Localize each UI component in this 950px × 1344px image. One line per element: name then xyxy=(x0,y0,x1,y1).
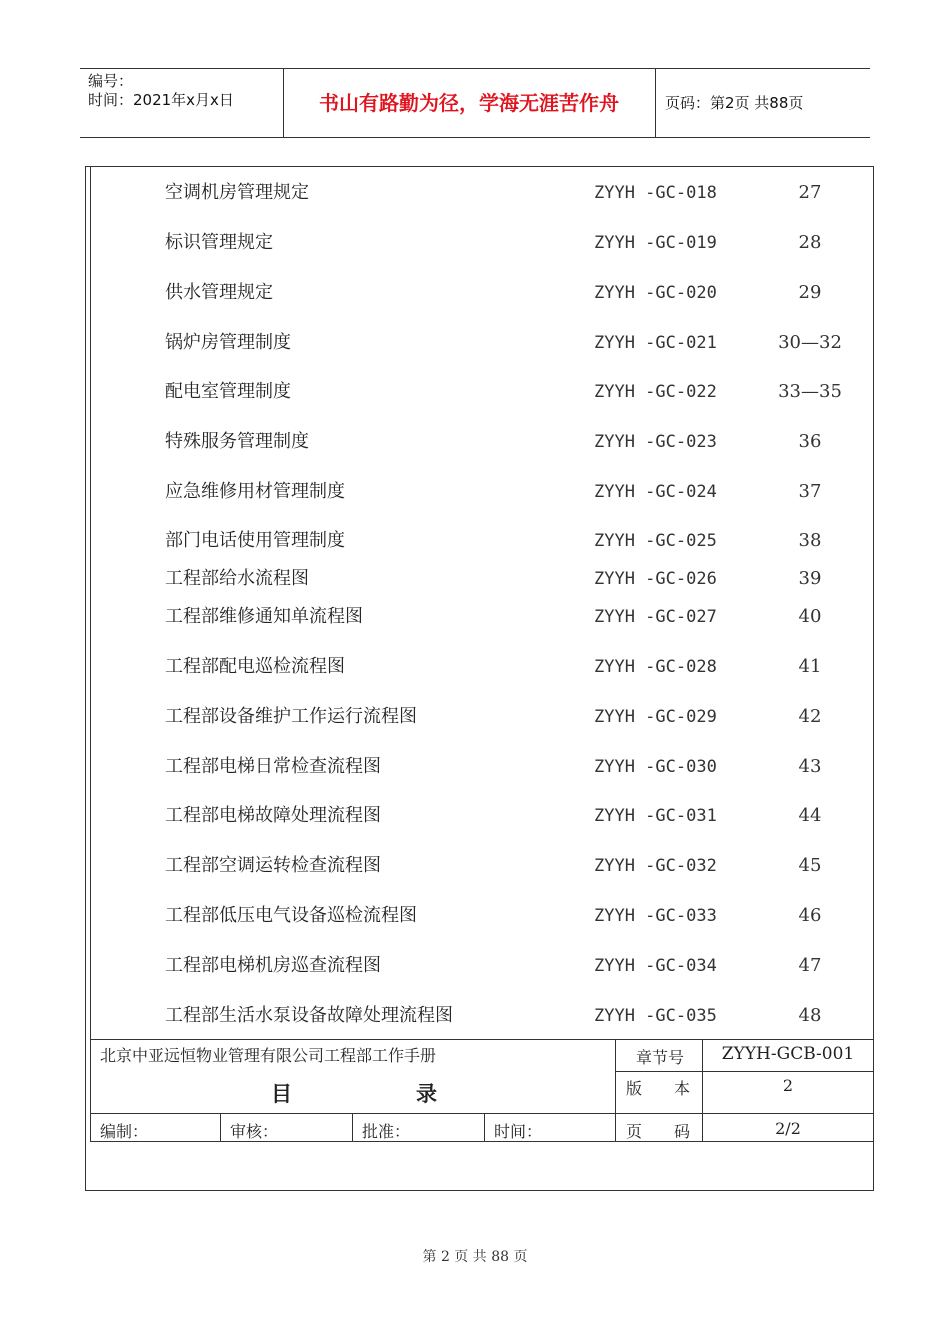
page-footer: 第 2 页 共 88 页 xyxy=(422,1249,528,1265)
chapter-value: ZYYH-GCB-001 xyxy=(721,1044,855,1064)
toc-code: ZYYH -GC-028 xyxy=(594,657,717,677)
toc-page: 41 xyxy=(798,656,822,677)
toc-title: 应急维修用材管理制度 xyxy=(165,481,345,502)
toc-page: 33—35 xyxy=(778,381,842,402)
toc-code: ZYYH -GC-025 xyxy=(594,531,717,551)
table-rule xyxy=(90,1113,874,1114)
toc-title: 工程部电梯机房巡查流程图 xyxy=(165,955,381,976)
toc-page: 48 xyxy=(798,1005,822,1026)
toc-code: ZYYH -GC-035 xyxy=(594,1006,717,1026)
toc-code: ZYYH -GC-031 xyxy=(594,806,717,826)
table-divider xyxy=(615,1039,616,1141)
toc-row xyxy=(0,230,950,256)
toc-page: 39 xyxy=(798,568,822,589)
toc-row xyxy=(0,853,950,879)
table-divider xyxy=(220,1113,221,1141)
toc-title: 工程部设备维护工作运行流程图 xyxy=(165,706,417,727)
toc-row xyxy=(0,953,950,979)
table-rule xyxy=(615,1071,874,1072)
toc-page: 30—32 xyxy=(778,332,842,353)
toc-code: ZYYH -GC-024 xyxy=(594,482,717,502)
toc-page: 38 xyxy=(798,530,822,551)
toc-title: 工程部配电巡检流程图 xyxy=(165,656,345,677)
time-label: 时间： xyxy=(494,1122,543,1141)
version-value: 2 xyxy=(782,1076,794,1095)
toc-title: 工程部电梯故障处理流程图 xyxy=(165,805,381,826)
header-divider xyxy=(655,69,656,137)
toc-page: 37 xyxy=(798,481,822,502)
toc-code: ZYYH -GC-022 xyxy=(594,382,717,402)
toc-title: 工程部电梯日常检查流程图 xyxy=(165,756,381,777)
toc-code: ZYYH -GC-034 xyxy=(594,956,717,976)
toc-row xyxy=(0,903,950,929)
toc-row xyxy=(0,379,950,405)
version-label: 版 本 xyxy=(626,1079,691,1098)
toc-title: 工程部低压电气设备巡检流程图 xyxy=(165,905,417,926)
toc-page: 28 xyxy=(798,232,822,253)
toc-code: ZYYH -GC-032 xyxy=(594,856,717,876)
title-left-char: 目 xyxy=(271,1081,292,1106)
toc-code: ZYYH -GC-027 xyxy=(594,607,717,627)
table-divider xyxy=(484,1113,485,1141)
table-divider xyxy=(352,1113,353,1141)
toc-code: ZYYH -GC-018 xyxy=(594,183,717,203)
toc-title: 工程部给水流程图 xyxy=(165,568,309,589)
toc-code: ZYYH -GC-021 xyxy=(594,333,717,353)
toc-page: 44 xyxy=(798,805,822,826)
toc-page: 36 xyxy=(798,431,822,452)
toc-code: ZYYH -GC-023 xyxy=(594,432,717,452)
table-rule xyxy=(90,1141,874,1142)
header-motto: 书山有路勤为径，学海无涯苦作舟 xyxy=(319,91,619,115)
table-rule xyxy=(90,1039,874,1040)
toc-title: 特殊服务管理制度 xyxy=(165,431,309,452)
toc-page: 27 xyxy=(798,182,822,203)
toc-title: 标识管理规定 xyxy=(165,232,273,253)
toc-title: 工程部维修通知单流程图 xyxy=(165,606,363,627)
title-right-char: 录 xyxy=(416,1081,437,1106)
reviewer-label: 审核： xyxy=(230,1122,279,1141)
toc-page: 29 xyxy=(798,282,822,303)
toc-code: ZYYH -GC-020 xyxy=(594,283,717,303)
header-meta xyxy=(88,72,234,110)
page-header xyxy=(80,68,870,138)
toc-row xyxy=(0,566,950,592)
header-page-label: 页码：第2页 共88页 xyxy=(665,94,804,112)
toc-page: 45 xyxy=(798,855,822,876)
toc-row xyxy=(0,803,950,829)
toc-title: 供水管理规定 xyxy=(165,282,273,303)
toc-row xyxy=(0,654,950,680)
toc-row xyxy=(0,429,950,455)
toc-code: ZYYH -GC-026 xyxy=(594,569,717,589)
toc-page: 40 xyxy=(798,606,822,627)
toc-page: 42 xyxy=(798,706,822,727)
toc-code: ZYYH -GC-029 xyxy=(594,707,717,727)
toc-title: 锅炉房管理制度 xyxy=(165,332,291,353)
toc-row xyxy=(0,754,950,780)
toc-row xyxy=(0,330,950,356)
toc-page: 43 xyxy=(798,756,822,777)
toc-row xyxy=(0,528,950,554)
toc-code: ZYYH -GC-030 xyxy=(594,757,717,777)
toc-row xyxy=(0,1003,950,1029)
toc-title: 配电室管理制度 xyxy=(165,381,291,402)
chapter-label: 章节号 xyxy=(636,1048,685,1067)
toc-title: 工程部空调运转检查流程图 xyxy=(165,855,381,876)
editor-label: 编制： xyxy=(100,1122,149,1141)
toc-title: 工程部生活水泵设备故障处理流程图 xyxy=(165,1005,453,1026)
page-value: 2/2 xyxy=(775,1119,801,1138)
toc-code: ZYYH -GC-019 xyxy=(594,233,717,253)
header-time-label: 时间：2021年x月x日 xyxy=(88,91,234,109)
toc-page: 46 xyxy=(798,905,822,926)
header-number-label: 编号： xyxy=(88,72,134,90)
toc-title: 空调机房管理规定 xyxy=(165,182,309,203)
approver-label: 批准： xyxy=(362,1122,411,1141)
toc-title: 部门电话使用管理制度 xyxy=(165,530,345,551)
toc-code: ZYYH -GC-033 xyxy=(594,906,717,926)
page-label: 页 码 xyxy=(626,1122,691,1141)
toc-page: 47 xyxy=(798,955,822,976)
company-name: 北京中亚远恒物业管理有限公司工程部工作手册 xyxy=(100,1046,437,1065)
toc-row xyxy=(0,280,950,306)
toc-row xyxy=(0,479,950,505)
toc-row xyxy=(0,180,950,206)
toc-row xyxy=(0,604,950,630)
toc-row xyxy=(0,704,950,730)
